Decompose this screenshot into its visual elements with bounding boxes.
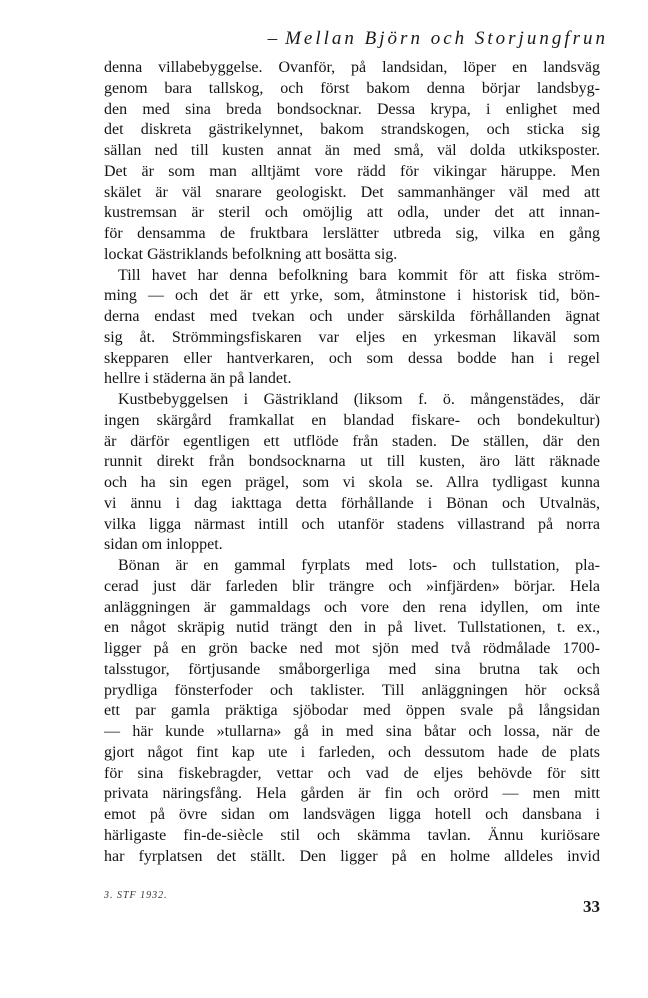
text-line: ming — och det är ett yrke, som, åtminstone i historisk tid, bön-: [104, 287, 600, 305]
text-line: emot på övre sidan om landsvägen ligga hotell och dansbana i: [104, 806, 600, 823]
text-line: — här kunde »tullarna» gå in med sina båtar och lossa, när de: [104, 723, 600, 740]
text-line: runnit direkt från bondsocknarna ut till kusten, äro lätt räknade: [104, 453, 600, 471]
text-line: derna endast med tvekan och under särskilda förhållanden ägnat: [104, 308, 600, 325]
text-line: och ha sin egen prägel, som vi skola se. Allra tydligast kunna: [104, 474, 600, 491]
body-text: [104, 58, 600, 867]
text-line: privata näringsfång. Hela gården är fin och orörd — men mitt: [104, 785, 600, 803]
text-line: lockat Gästriklands befolkning att bosätta sig.: [104, 245, 398, 263]
text-line: gjort något fint kap ute i farleden, och dessutom hade de plats: [104, 743, 600, 761]
running-head-title: Mellan Björn och Storjungfrun: [285, 28, 608, 49]
text-line: det diskreta gästrikelynnet, bakom strandskogen, och sticka sig: [104, 121, 600, 139]
text-line: skepparen eller hantverkaren, och som dessa bodde han i regel: [104, 349, 600, 367]
text-line: Till havet har denna befolkning bara kommit för att fiska ström-: [118, 266, 600, 284]
text-line: den med sina breda bondsocknar. Dessa krypa, i enlighet med: [104, 100, 600, 118]
signature-footnote: 3. STF 1932.: [104, 890, 168, 901]
text-line: anläggningen är gammaldags och vore den rena idyllen, om inte: [104, 598, 600, 616]
text-line: Det är som man alltjämt vore rädd för vikingar häruppe. Men: [104, 162, 600, 180]
text-line: hellre i städerna än på landet.: [104, 370, 292, 388]
text-line: denna villabebyggelse. Ovanför, på landsidan, löper en landsväg: [104, 59, 600, 76]
text-line: har fyrplatsen det ställt. Den ligger på en holme alldeles invid: [104, 847, 600, 865]
text-line: för densamma de fruktbara lerslätter utbreda sig, vilka en gång: [104, 225, 600, 242]
text-line: sidan om inloppet.: [104, 536, 223, 554]
text-line: genom bara tallskog, och först bakom denna börjar landsbyg-: [104, 79, 600, 97]
text-line: ligger på en grön backe ned mot sjön med två rödmålade 1700-: [104, 640, 600, 657]
text-line: Kustbebyggelsen i Gästrikland (liksom f. ö. mångenstädes, där: [118, 391, 600, 408]
text-line: ett par gamla präktiga sjöbodar med öppen svale på långsidan: [104, 702, 600, 720]
text-line: för sina fiskebragder, vettar och vad de eljes behövde för sitt: [104, 764, 600, 782]
text-line: kustremsan är steril och omöjlig att odla, under det att innan-: [104, 204, 600, 222]
text-line: är därför egentligen ett utflöde från staden. De ställen, där den: [104, 432, 600, 450]
text-line: skälet är väl snarare geologiskt. Det sammanhänger väl med att: [104, 183, 600, 201]
text-line: vilka ligga närmast intill och utanför stadens villastrand på norra: [104, 515, 600, 533]
text-line: cerad just där farleden blir trängre och »infjärden» börjar. Hela: [104, 577, 600, 595]
text-line: härligaste fin-de-siècle stil och skämma tavlan. Ännu kuriösare: [104, 826, 600, 844]
page-number: 33: [583, 897, 600, 916]
text-line: talsstugor, förtjusande småborgerliga med sina brutna tak och: [104, 660, 600, 678]
text-line: en något skräpig nutid trängt den in på livet. Tullstationen, t. ex.,: [104, 619, 600, 637]
text-line: sig åt. Strömmingsfiskaren var eljes en yrkesman likaväl som: [104, 328, 600, 346]
text-line: sällan ned till kusten annat än med små, väl dolda utkiksposter.: [104, 142, 600, 159]
running-head-dash: –: [267, 28, 278, 49]
text-line: ingen skärgård framkallat en blandad fiskare- och bondekultur): [104, 411, 600, 429]
text-line: prydliga fönsterfoder och taklister. Till anläggningen hör också: [104, 681, 600, 699]
text-line: vi ännu i dag iakttaga detta förhållande i Bönan och Utvalnäs,: [104, 494, 600, 512]
running-head: [268, 28, 608, 50]
text-line: Bönan är en gammal fyrplats med lots- och tullstation, pla-: [118, 557, 600, 574]
